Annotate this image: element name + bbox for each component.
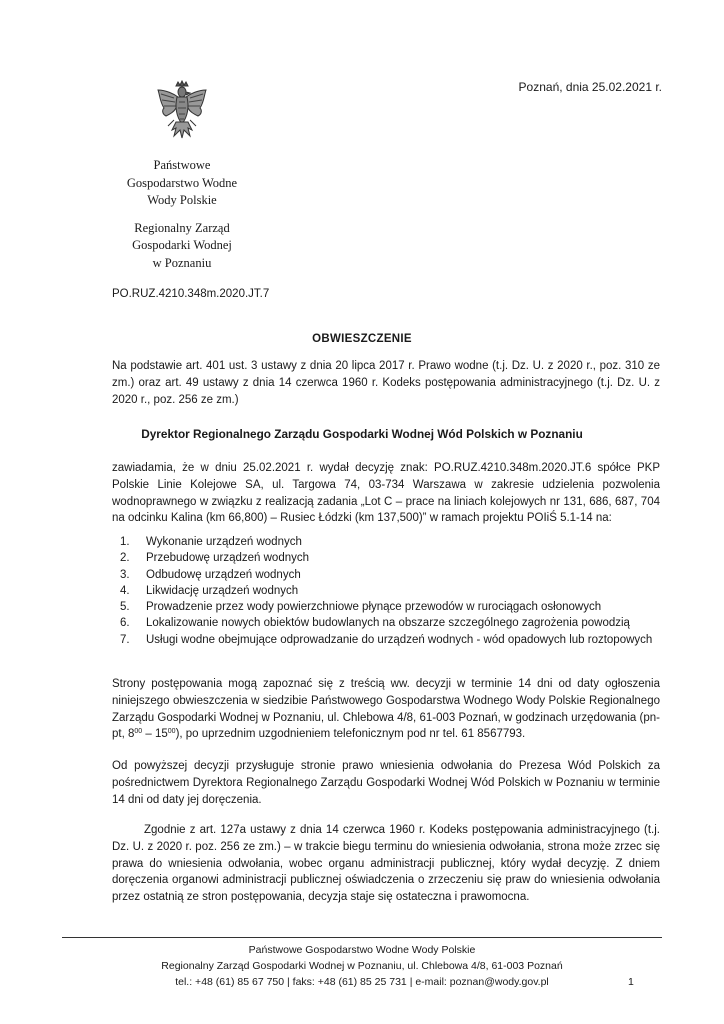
- permit-scope-list: [120, 534, 660, 648]
- list-item-number: 5.: [120, 601, 130, 614]
- list-item: [120, 567, 660, 583]
- issuer-line: Państwowe: [153, 158, 211, 172]
- case-reference: PO.RUZ.4210.348m.2020.JT.7: [112, 288, 270, 300]
- list-item-text: Lokalizowanie nowych obiektów budowlanych na obszarze szczególnego zagrożenia powodzią: [146, 617, 630, 630]
- footer-divider: [62, 937, 662, 938]
- list-item-text: Wykonanie urządzeń wodnych: [146, 536, 302, 548]
- list-item-text: Prowadzenie przez wody powierzchniowe płynące przewodów w rurociągach osłonowych: [146, 601, 602, 614]
- list-item-number: 1.: [120, 536, 130, 548]
- list-item-text: Likwidację urządzeń wodnych: [146, 584, 299, 597]
- footer-contact: tel.: +48 (61) 85 67 750 | faks: +48 (61) 85 25 731 | e-mail: poznan@wody.gov.pl: [175, 976, 549, 988]
- list-item: [120, 550, 660, 566]
- document-title: OBWIESZCZENIE: [312, 333, 412, 345]
- issuer-block: [92, 157, 272, 272]
- issuer-line: Gospodarstwo Wodne: [126, 175, 238, 190]
- appeal-paragraph: Od powyższej decyzji przysługuje stronie prawo wniesienia odwołania do Prezesa Wód Polskich za pośrednictwem Dyrektora Regionalnego Zarządu Gospodarki Wodnej Wód Polskich w Poznaniu w terminie 14 dni od daty jej doręczenia.: [112, 760, 660, 806]
- parties-text: Strony postępowania mogą zapoznać się z treścią ww. decyzji w terminie 14 dni od daty ogłoszenia niniejszego obwieszczenia w siedzibie Państwowego Gospodarstwa Wodnego Wody Polskie Regionalnego Zarządu Gospodarki Wodnej w Poznaniu, ul. Chlebowa 4/8, 61-003 Poznań, w godzinach urzędowania (pn-pt, 8: [112, 678, 660, 741]
- list-item-number: 7.: [120, 633, 130, 646]
- parties-access-paragraph: [112, 676, 660, 743]
- list-item: [120, 599, 660, 615]
- hours-start-superscript: 00: [134, 728, 143, 736]
- director-heading: Dyrektor Regionalnego Zarządu Gospodarki Wodnej Wód Polskich w Poznaniu: [141, 427, 583, 441]
- legal-basis-paragraph: Na podstawie art. 401 ust. 3 ustawy z dnia 20 lipca 2017 r. Prawo wodne (t.j. Dz. U. z 2020 r., poz. 310 ze zm.) oraz art. 49 ustawy z dnia 14 czerwca 1960 r. Kodeks postępowania administracyjnego (t.j. Dz. U. z 2020 r., poz. 256 ze zm.): [112, 360, 660, 406]
- list-item-number: 2.: [120, 552, 130, 565]
- issuer-line: w Poznaniu: [152, 255, 212, 270]
- document-date: Poznań, dnia 25.02.2021 r.: [518, 80, 662, 94]
- hours-dash: – 15: [142, 728, 168, 741]
- list-item-text: Przebudowę urządzeń wodnych: [146, 552, 310, 565]
- footer-organization: Państwowe Gospodarstwo Wodne Wody Polskie: [248, 944, 476, 956]
- list-item: [120, 534, 660, 550]
- list-item: [120, 583, 660, 599]
- list-item-number: 6.: [120, 617, 130, 630]
- list-item: [120, 632, 660, 648]
- page-number: 1: [628, 976, 634, 988]
- issuer-line: Gospodarki Wodnej: [132, 238, 232, 252]
- list-item-text: Usługi wodne obejmujące odprowadzanie do urządzeń wodnych - wód opadowych lub roztopowych: [146, 633, 653, 646]
- issuer-line: Regionalny Zarząd: [134, 220, 230, 235]
- parties-tail: ), po uprzednim uzgodnieniem telefonicznym pod nr tel. 61 8567793.: [175, 728, 526, 741]
- waiver-paragraph: [112, 822, 660, 906]
- notice-paragraph: zawiadamia, że w dniu 25.02.2021 r. wydał decyzję znak: PO.RUZ.4210.348m.2020.JT.6 spółce PKP Polskie Linie Kolejowe SA, ul. Targowa 74, 03-734 Warszawa w zakresie udzielenia pozwolenia wodnoprawnego w związku z realizacją zadania „Lot C – prace na liniach kolejowych nr 131, 686, 687, 704 na odcinku Kalina (km 66,800) – Rusiec Łódzki (km 137,500)” w ramach projektu POIiŚ 5.1-14 na:: [112, 462, 660, 525]
- list-item-number: 4.: [120, 584, 130, 597]
- waiver-text: Zgodnie z art. 127a ustawy z dnia 14 czerwca 1960 r. Kodeks postępowania administracyjnego (t.j. Dz. U. z 2020 r. poz. 256 ze zm.) – w trakcie biegu terminu do wniesienia odwołania, strona może zrzec się prawa do wniesienia odwołania, wobec organu administracji publicznej, który wydał decyzję. Z dniem doręczenia organowi administracji publicznej oświadczenia o zrzeczeniu się praw do wniesienia odwołania przez ostatnią ze stron postępowania, decyzja staje się ostateczna i prawomocna.: [112, 824, 660, 904]
- footer-address: Regionalny Zarząd Gospodarki Wodnej w Poznaniu, ul. Chlebowa 4/8, 61-003 Poznań: [161, 960, 563, 972]
- issuer-line: Wody Polskie: [147, 193, 217, 207]
- hours-end-superscript: 00: [167, 728, 176, 736]
- list-item-text: Odbudowę urządzeń wodnych: [146, 568, 301, 581]
- polish-eagle-emblem-icon: [152, 80, 212, 144]
- list-item-number: 3.: [120, 568, 130, 581]
- list-item: [120, 615, 660, 631]
